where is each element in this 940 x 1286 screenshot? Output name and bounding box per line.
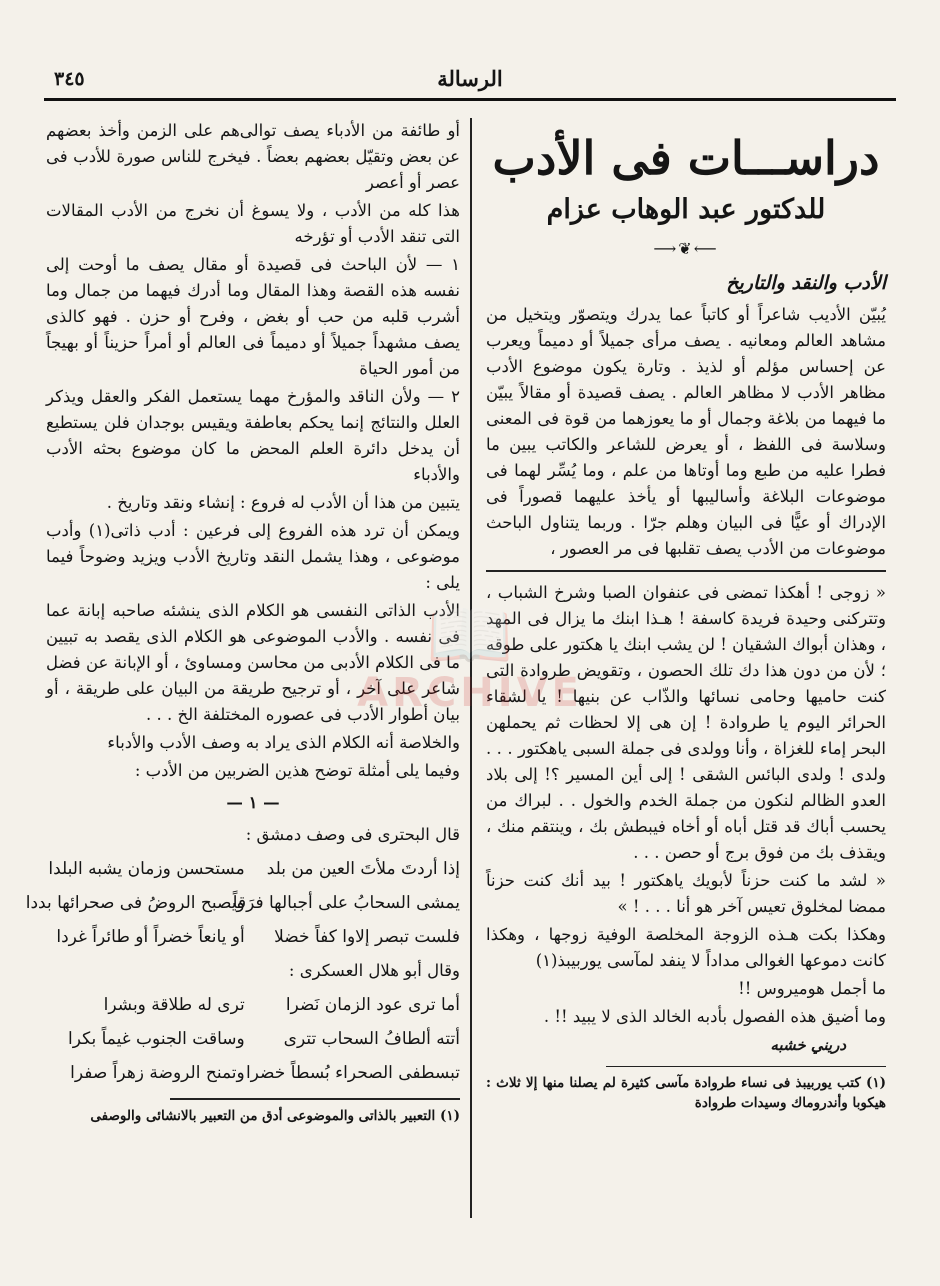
column-divider [470,118,472,1218]
paragraph: وما أضيق هذه الفصول بأدبه الخالد الذى لا يبيد !! . [543,1006,886,1026]
hemistich: وتمنح الروضة زهراً صفرا [70,1063,245,1083]
paragraph: الأدب الذاتى النفسى هو الكلام الذى ينشئه صاحبه إبانة عما فى نفسه . والأدب الموضوعى هو الكلام الذى يقصد به تبيين ما فى الكلام الأدبى من محاسن ومساوئ ، أو الإبانة عن فضل شاعر على آخر ، أو ترجيح طريقة من البيان على طريقة ، أو بيان أطوار الأدب فى عصوره المختلفة الخ . . . [46,601,460,724]
paragraph: هذا كله من الأدب ، ولا يسوغ أن نخرج من الأدب المقالات التى تنقد الأدب أو تؤرخه [46,201,460,246]
right-column [486,118,886,1113]
page-number: ٣٤٥ [54,68,85,90]
hemistich: وساقت الجنوب غيماً بكرا [68,1029,245,1049]
article-title: دراســـات فى الأدب [492,131,880,185]
section-heading: الأدب والنقد والتاريخ [726,272,886,294]
verse-row [46,988,460,1022]
poem-bahtari [25,852,460,954]
hemistich: أما ترى عود الزمان نَضرا [285,995,460,1015]
left-column [25,118,460,1126]
paragraph: والخلاصة أنه الكلام الذى يراد به وصف الأدب والأدباء [107,733,460,752]
paragraph: يُبيّن الأديب شاعراً أو كاتباً عما يدرك ويتصوّر ويتخيل من مشاهد العالم ومعانيه . يصف مرأى جميلاً أو دميماً ويعرب عن إحساس مؤلم أو لذيذ . وتارة يكون موضوع الأدب مظاهر الأدب لا مظاهر العالم . يصف قصيدة أو مقالاً يبيّن ما فيهما من بلاغة وجمال أو ما يعوزهما من قوة فى المعنى وسلاسة فى اللفظ ، أو يعرض للشاعر والكاتب يبين ما فطرا عليه من طبع وما أوتاها من علم ، وما يُسِّر لهما فى موضوعات البلاغة وأساليبها أو يأخذ عليهما قصوراً فى الإدراك أو عيًّا فى البيان وهلم جرّا . وربما يتناول الباحث موضوعات من الأدب يصف تقلبها فى مر العصور ، [486,305,886,558]
poem-intro: قال البحترى فى وصف دمشق : [245,825,460,844]
book-logo-icon: 📖 [426,594,514,676]
hemistich: أو يانعاً خضراً أو طائراً غردا [56,927,245,947]
author-signature: دريني خشبه [770,1035,846,1054]
hemistich: تبسطفى الصحراء بُسطاً خضرا [245,1063,460,1083]
paragraph: ١ — لأن الباحث فى قصيدة أو مقال يصف ما أوحت إلى نفسه هذه القصة وهذا المقال وما أدرك فيهما من جمال وما أشرب قلبه من حب أو بغض ، وفرح أو حزن . فهو كالذى يصف مشهداً جميلاً أو دميماً فى العالم أو أمراً حزيناً أو بهيجاً من أمور الحياة [46,255,460,378]
hemistich: ويصبح الروضُ فى صحرائها بددا [25,893,245,913]
footnote-rule [606,1066,886,1068]
paragraph: يتبين من هذا أن الأدب له فروع : إنشاء ونقد وتاريخ . [106,493,460,512]
magazine-title: الرسالة [437,66,503,91]
paragraph: وهكذا بكت هـذه الزوجة المخلصة الوفية زوجها ، وهكذا كانت دموعها الغوالى مداداً لا ينفد لمآسى يوربيبذ(١) [486,924,886,970]
verse-row [46,1022,460,1056]
footnote-rule [170,1098,460,1100]
poem-askari [46,988,460,1090]
verse-row [25,886,460,920]
quote-paragraph: « زوجى ! أهكذا تمضى فى عنفوان الصبا وشرخ الشباب ، وتتركنى وحيدة فريدة كاسفة ! هـذا ابنك ما يزال فى المهد ، وهذان أبواك الشقيان ! لن يشب ابنك يا هكتور على طوقه ؛ لأن من دون هذا دك تلك الحصون ، وتقويض طروادة التى كنت حاميها وحامى نسائها والذّاب عن بنيها ! يا لشقاء الحرائر اليوم يا طروادة ! إن هى إلا لحظات ثم يحملهن البحر إماء للغزاة ، وأنا وولدى فى جملة السبى ياهكتور . . . ولدى ! ولدى البائس الشقى ! إلى أين المسير ؟! إلى بلاد العدو الظالم لنكون من جملة الخدم والخول . . لبراك من يحسب أباك قد قتل أباه أو أخاه فيبطش بك ، وينتقم منك ، ويقذف بك من فوق برج أو حصن . . . [486,582,886,862]
hemistich: ترى له طلاقة وبشرا [103,995,245,1015]
article-author: للدكتور عبد الوهاب عزام [546,194,826,225]
footnote: (١) التعبير بالذاتى والموضوعى أدق من التعبير بالانشائى والوصفى [90,1107,460,1124]
verse-row [46,852,460,886]
quote-paragraph: « لشد ما كنت حزناً لأبويك ياهكتور ! بيد أنك كنت حزناً ممضا لمخلوق تعيس آخر هو أنا . . . ! » [486,870,886,916]
verse-row [46,920,460,954]
article-separator [486,570,886,572]
verse-row [46,1056,460,1090]
page-header [44,62,896,101]
hemistich: إذا أردتَ ملأتَ العين من بلد [266,859,460,879]
hemistich: أتته ألطافُ السحاب تترى [283,1029,460,1049]
hemistich: يمشى السحابُ على أجبالها فرَقاً [232,893,460,913]
watermark-text: ARCHIVE [357,670,583,716]
ornament: ⟵❦⟶ [653,239,719,258]
paragraph: وفيما يلى أمثلة توضح هذين الضربين من الأدب : [134,761,460,780]
paragraph: ٢ — ولأن الناقد والمؤرخ مهما يستعمل الفكر والعقل ويذكر العلل والنتائج إنما يحكم بعاطفة ويقيس بوجدان فلن يستطيع أن يدخل دائرة العلم المحض ما كان موضوع بحثه الأدب والأدباء [46,387,460,484]
poem-intro: وقال أبو هلال العسكرى : [288,961,460,980]
footnote: (١) كتب يوربيبذ فى نساء طروادة مآسى كثيرة لم يصلنا منها إلا ثلاث : هيكوبا وأندروماك وسيدات طروادة [486,1075,886,1111]
section-number: — ١ — [226,793,280,812]
paragraph: ويمكن أن ترد هذه الفروع إلى فرعين : أدب ذاتى(١) وأدب موضوعى ، وهذا يشمل النقد وتاريخ الأدب ويزيد وضوحاً فيما يلى : [46,521,460,592]
hemistich: فلست تبصر إلاوا كفاً خضلا [274,927,460,947]
paragraph: ما أجمل هوميروس !! [738,978,886,998]
hemistich: مستحسن وزمان يشبه البلدا [48,859,245,879]
paragraph: أو طائفة من الأدباء يصف توالى‌هم على الزمن وأخذ بعضهم عن بعض وتقيّل بعضهم بعضاً . فيخرج للناس صورة للأدب فى عصر أو أعصر [46,121,460,192]
